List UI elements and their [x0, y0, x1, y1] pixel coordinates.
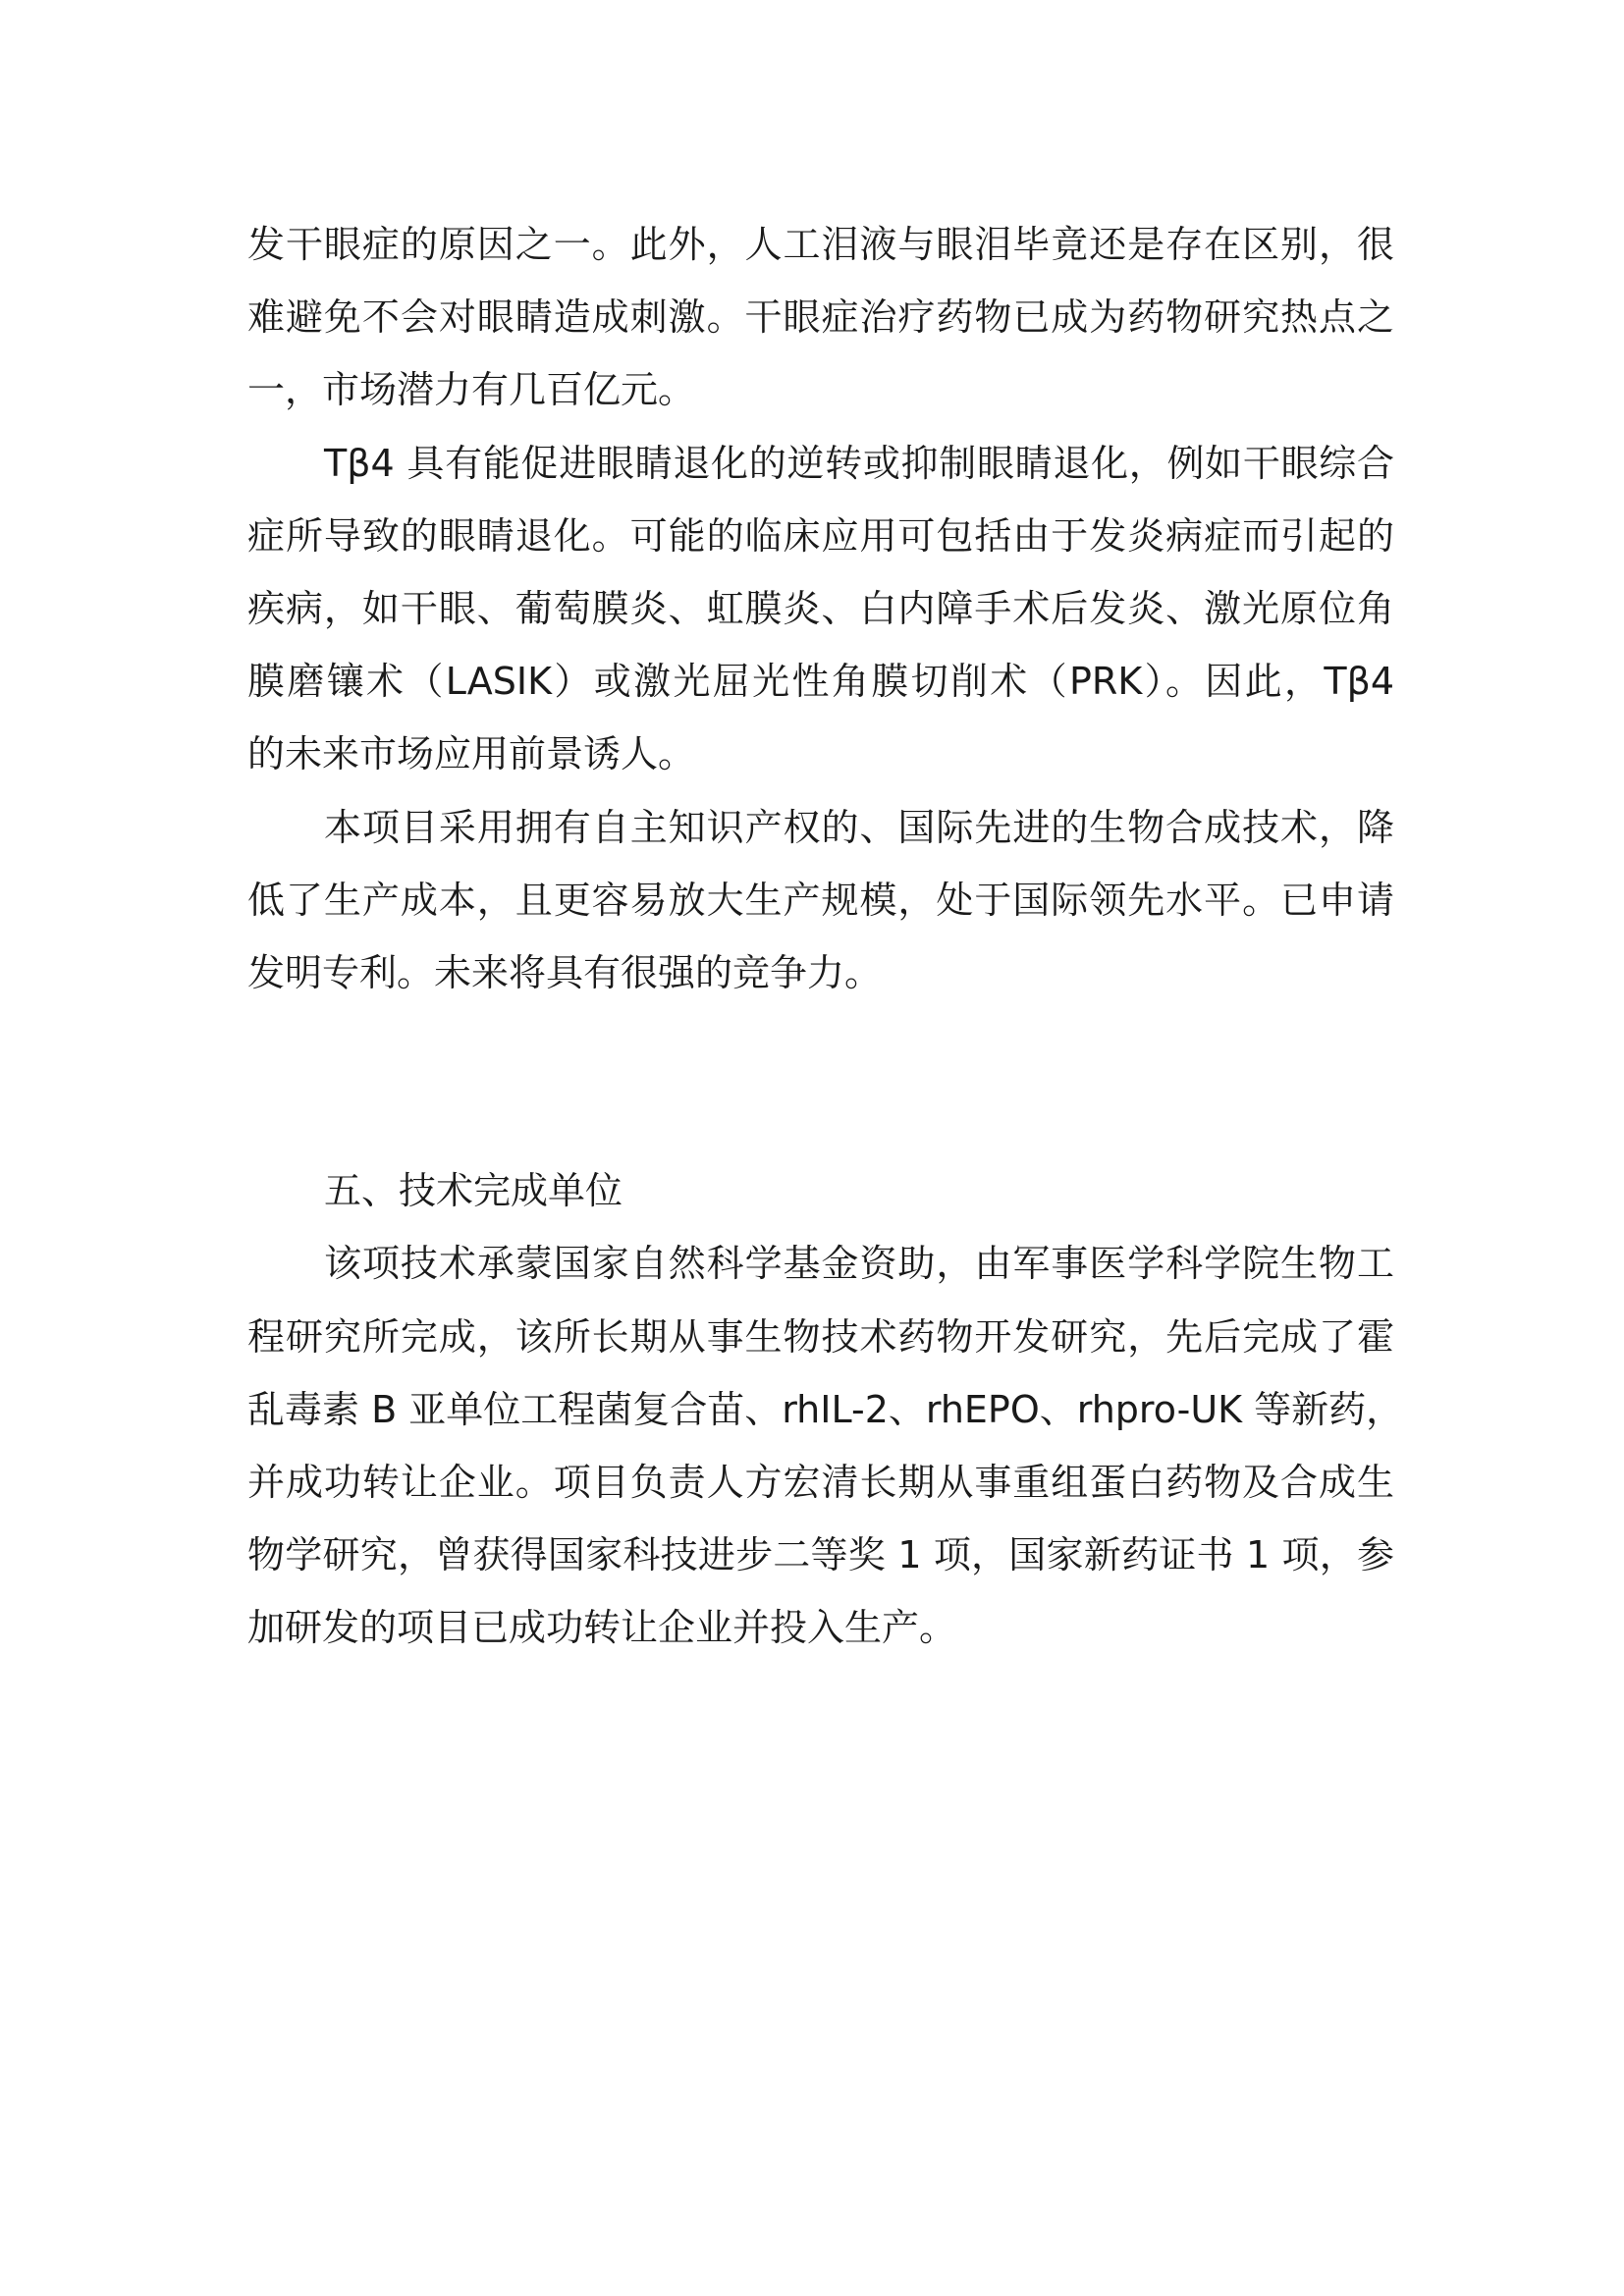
text-line: 低了生产成本，且更容易放大生产规模，处于国际领先水平。已申请 [247, 878, 1394, 922]
text-line: 疾病，如干眼、葡萄膜炎、虹膜炎、白内障手术后发炎、激光原位角 [247, 587, 1394, 631]
text-line: 一，市场潜力有几百亿元。 [247, 368, 696, 412]
text-line: 难避免不会对眼睛造成刺激。干眼症治疗药物已成为药物研究热点之 [247, 295, 1394, 340]
text-line: 加研发的项目已成功转让企业并投入生产。 [247, 1606, 957, 1650]
section-spacer [247, 1009, 1394, 1154]
text-line: 物学研究，曾获得国家科技进步二等奖 1 项，国家新药证书 1 项，参 [247, 1533, 1394, 1577]
text-line: 症所导致的眼睛退化。可能的临床应用可包括由于发炎病症而引起的 [247, 513, 1394, 558]
paragraph-dry-eye-market [247, 208, 1394, 427]
text-line: 并成功转让企业。项目负责人方宏清长期从事重组蛋白药物及合成生 [247, 1461, 1394, 1505]
text-line: 发干眼症的原因之一。此外，人工泪液与眼泪毕竟还是存在区别，很 [247, 223, 1394, 266]
section-heading: 五、技术完成单位 [324, 1169, 623, 1213]
text-line: 本项目采用拥有自主知识产权的、国际先进的生物合成技术，降 [324, 805, 1394, 849]
paragraph-tb4-applications [247, 427, 1394, 791]
text-line: 该项技术承蒙国家自然科学基金资助，由军事医学科学院生物工 [324, 1242, 1394, 1286]
paragraph-completing-unit [247, 1227, 1404, 1664]
paragraph-project-technology [247, 791, 1394, 1010]
text-line: 膜磨镶术（LASIK）或激光屈光性角膜切削术（PRK）。因此，Tβ4 [247, 660, 1394, 704]
text-line: 乱毒素 B 亚单位工程菌复合苗、rhIL-2、rhEPO、rhpro-UK 等新药， [247, 1387, 1404, 1431]
text-line: 程研究所完成，该所长期从事生物技术药物开发研究，先后完成了霍 [247, 1314, 1394, 1359]
text-line: 发明专利。未来将具有很强的竞争力。 [247, 951, 883, 995]
document-body [247, 208, 1404, 1665]
text-line: Tβ4 具有能促进眼睛退化的逆转或抑制眼睛退化，例如干眼综合 [324, 441, 1394, 485]
text-line: 的未来市场应用前景诱人。 [247, 732, 696, 776]
